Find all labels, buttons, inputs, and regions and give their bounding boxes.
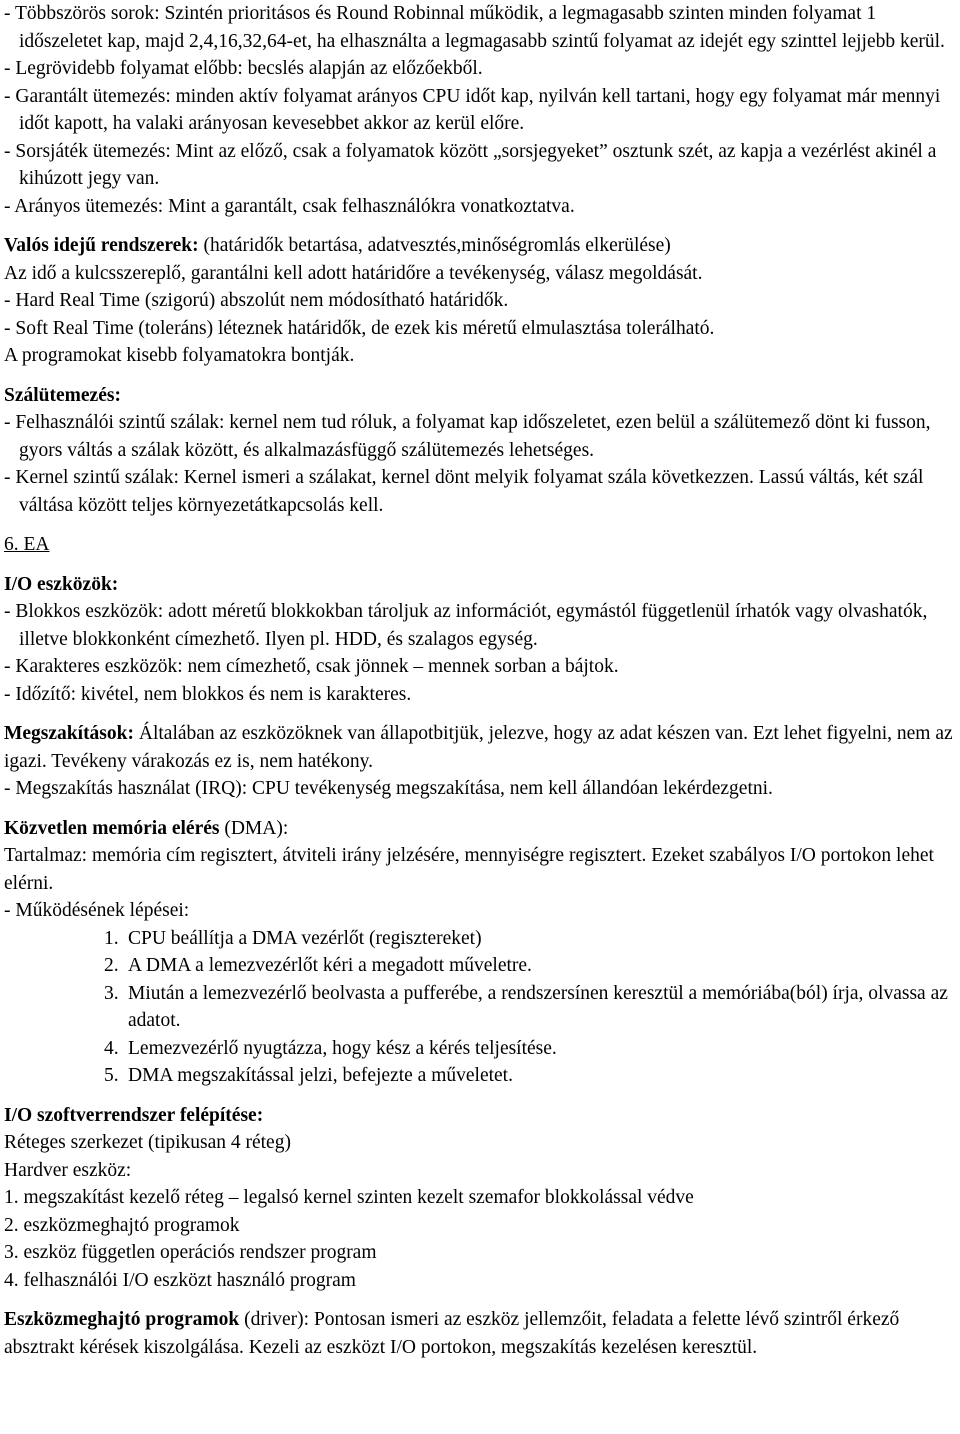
step-text: Miután a lemezvezérlő beolvasta a pufferébe, a rendszersínen keresztül a memóriába(ból) írja, olvassa az adatot. bbox=[128, 982, 948, 1031]
dma-section bbox=[4, 815, 960, 1090]
io-devices-section bbox=[4, 571, 960, 709]
threads-section bbox=[4, 382, 960, 520]
paragraph-line: Hardver eszköz: bbox=[4, 1159, 132, 1181]
section-heading: Megszakítások: bbox=[4, 723, 134, 744]
list-item: - Időzítő: kivétel, nem blokkos és nem is karakteres. bbox=[4, 683, 412, 705]
step-text: DMA megszakítással jelzi, befejezte a műveletet. bbox=[128, 1065, 513, 1086]
paragraph-text: Általában az eszközöknek van állapotbitjük, jelezve, hogy az adat készen van. Ezt lehet figyelni, nem az igazi. Tevékeny várakozás ez is, nem hatékony. bbox=[4, 723, 953, 772]
section-heading bbox=[4, 1102, 960, 1130]
paragraph-line: Tartalmaz: memória cím regisztert, átviteli irány jelzésére, mennyiségre regisztert. Ezeket szabályos I/O portokon lehet elérni. bbox=[4, 845, 934, 894]
section-heading-text: I/O szoftverrendszer felépítése: bbox=[4, 1104, 264, 1126]
step-number: 4. bbox=[104, 1037, 119, 1059]
step-number: 2. bbox=[104, 955, 119, 976]
paragraph-line: 3. eszköz független operációs rendszer program bbox=[4, 1242, 377, 1263]
step-text: Lemezvezérlő nyugtázza, hogy kész a kérés teljesítése. bbox=[128, 1037, 557, 1059]
paragraph-line: 1. megszakítást kezelő réteg – legalsó kernel szinten kezelt szemafor blokkolással védve bbox=[4, 1187, 694, 1208]
drivers-section bbox=[4, 1306, 960, 1361]
step-text: CPU beállítja a DMA vezérlőt (regisztereket) bbox=[128, 927, 482, 949]
paragraph-text: (driver): Pontosan ismeri az eszköz jellemzőit, feladata a felette lévő szintről érkező absztrakt kérések kiszolgálása. Kezeli az eszközt I/O portokon, megszakítás kezelésen keresztül. bbox=[4, 1309, 900, 1358]
scheduling-list bbox=[4, 0, 960, 220]
dma-heading-line bbox=[4, 815, 960, 843]
list-item: - Kernel szintű szálak: Kernel ismeri a szálakat, kernel dönt melyik folyamat szála következzen. Lassú váltás, két szál váltása között teljes környezetátkapcsolás kell. bbox=[4, 467, 924, 516]
io-software-section bbox=[4, 1102, 960, 1295]
paragraph-line: 4. felhasználói I/O eszközt használó program bbox=[4, 1269, 356, 1291]
realtime-section bbox=[4, 232, 960, 370]
step-number: 1. bbox=[104, 927, 119, 949]
heading-note: (DMA): bbox=[219, 817, 289, 839]
step-number: 5. bbox=[104, 1065, 119, 1086]
paragraph-line: 2. eszközmeghajtó programok bbox=[4, 1214, 240, 1236]
numbered-step bbox=[104, 1035, 960, 1063]
section-heading-text: Szálütemezés: bbox=[4, 384, 121, 406]
lecture-marker bbox=[4, 531, 960, 559]
section-heading: Valós idejű rendszerek: bbox=[4, 235, 199, 256]
list-item: - Blokkos eszközök: adott méretű blokkokban tároljuk az információt, egymástól függetlenül írhatók vagy olvashatók, illetve blokkonként címezhető. Ilyen pl. HDD, és szalagos egység. bbox=[4, 601, 928, 650]
heading-note: (határidők betartása, adatvesztés,minőségromlás elkerülése) bbox=[198, 235, 671, 256]
list-item: - Arányos ütemezés: Mint a garantált, csak felhasználókra vonatkoztatva. bbox=[4, 195, 575, 217]
list-item: - Felhasználói szintű szálak: kernel nem tud róluk, a folyamat kap időszeletet, ezen belül a szálütemező dönt ki fusson, gyors váltás a szálak között, és alkalmazásfüggő szálütemezés lehetséges. bbox=[4, 412, 931, 461]
paragraph-line: Az idő a kulcsszereplő, garantálni kell adott határidőre a tevékenység, válasz megoldását. bbox=[4, 262, 703, 284]
numbered-step bbox=[104, 925, 960, 953]
section-heading: Eszközmeghajtó programok bbox=[4, 1309, 240, 1330]
realtime-heading-line bbox=[4, 232, 960, 260]
list-item: - Többszörös sorok: Szintén prioritásos és Round Robinnal működik, a legmagasabb szinten minden folyamat 1 időszeletet kap, majd 2,4,16,32,64-et, ha elhasználta a legmagasabb szintű folyamat az idejét egy szinttel lejjebb kerül. bbox=[4, 3, 945, 52]
list-item: - Legrövidebb folyamat előbb: becslés alapján az előzőekből. bbox=[4, 58, 483, 79]
list-item: - Megszakítás használat (IRQ): CPU tevékenység megszakítása, nem kell állandóan lekérdezgetni. bbox=[4, 778, 773, 799]
interrupts-section bbox=[4, 720, 960, 803]
step-number: 3. bbox=[104, 982, 119, 1004]
paragraph-line: - Soft Real Time (toleráns) léteznek határidők, de ezek kis méretű elmulasztása tolerálható. bbox=[4, 317, 715, 339]
section-heading bbox=[4, 571, 960, 599]
section-heading bbox=[4, 382, 960, 410]
section-heading: Közvetlen memória elérés bbox=[4, 817, 220, 839]
step-text: A DMA a lemezvezérlőt kéri a megadott műveletre. bbox=[128, 955, 532, 976]
lecture-label-line bbox=[4, 531, 960, 559]
list-item: - Garantált ütemezés: minden aktív folyamat arányos CPU időt kap, nyilván kell tartani, hogy egy folyamat már mennyi időt kapott, ha valaki arányosan kevesebbet akkor az kerül előre. bbox=[4, 85, 941, 134]
paragraph-line: A programokat kisebb folyamatokra bontják. bbox=[4, 345, 355, 366]
interrupts-paragraph bbox=[4, 720, 960, 775]
numbered-step bbox=[104, 980, 960, 1035]
section-heading-text: I/O eszközök: bbox=[4, 573, 119, 595]
list-item: - Karakteres eszközök: nem címezhető, csak jönnek – mennek sorban a bájtok. bbox=[4, 656, 619, 677]
drivers-paragraph bbox=[4, 1306, 960, 1361]
numbered-step bbox=[104, 1062, 960, 1090]
lecture-label: 6. EA bbox=[4, 534, 50, 555]
steps-label: - Működésének lépései: bbox=[4, 900, 190, 921]
list-item: - Sorsjáték ütemezés: Mint az előző, csak a folyamatok között „sorsjegyeket” osztunk szét, az kapja a vezérlést akinél a kihúzott jegy van. bbox=[4, 140, 937, 189]
paragraph-line: Réteges szerkezet (tipikusan 4 réteg) bbox=[4, 1132, 291, 1153]
numbered-step bbox=[104, 952, 960, 980]
paragraph-line: - Hard Real Time (szigorú) abszolút nem módosítható határidők. bbox=[4, 290, 509, 311]
